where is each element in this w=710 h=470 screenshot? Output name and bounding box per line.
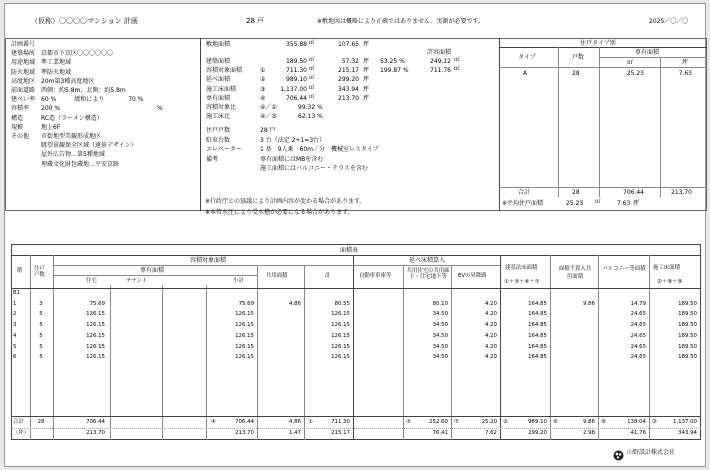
area-m2: 711.30 [286, 67, 307, 75]
table-cell: 34.50 [432, 311, 448, 318]
table-cell: 126.15 [331, 343, 350, 350]
project-title: （仮称）〇〇〇〇マンション 計画 [31, 17, 138, 25]
table-cell: 189.50 [678, 354, 697, 361]
table-cell: 24.65 [630, 311, 646, 318]
area-tsubo-unit: 坪 [363, 76, 370, 84]
company-name: 山野設計株式会社 [627, 449, 676, 456]
overview-label: 建築場所 [11, 50, 36, 58]
tsubo-cell: 213.70 [86, 430, 105, 436]
tsubo-cell: 343.94 [678, 430, 697, 436]
total-mark: ④ [211, 419, 216, 425]
area-m2-unit: ㎡ [309, 84, 315, 91]
tsubo-cell: 213.70 [235, 430, 254, 436]
info-value: 1 基 9人乗 60m／分 機械室レスタイプ [260, 146, 379, 154]
area-tsubo-unit: 坪 [363, 85, 370, 93]
area-tsubo: 343.94 [338, 85, 359, 93]
table-cell: 4.20 [484, 343, 497, 350]
info-label: 駐車台数 [206, 136, 231, 144]
table-cell: 189.50 [678, 311, 697, 318]
table-cell: 126.15 [86, 322, 105, 329]
area-mark: ③ [260, 85, 266, 93]
total-cell: 9.86 [582, 419, 595, 425]
table-cell: 164.85 [528, 311, 547, 318]
table-cell: B1 [13, 290, 21, 296]
info-value: 施工面積にはバルコニー・テラスを含む [260, 165, 368, 173]
tsubo-cell: （坪） [13, 430, 30, 436]
table-cell: 126.15 [86, 354, 105, 361]
overview-value: 準防火地域 [41, 68, 72, 76]
table-cell: 4.20 [484, 311, 497, 318]
total-mark: ② [503, 419, 508, 425]
table-cell: 164.85 [528, 343, 547, 350]
overview-value: RC造（ラーメン構造） [41, 114, 103, 122]
document-date: 2025／〇／〇 [649, 18, 689, 25]
info-label: エレベーター [206, 146, 243, 154]
total-mark: ⑥ [553, 419, 558, 425]
overview-label: 防火地域 [11, 68, 36, 76]
document-page: （仮称）〇〇〇〇マンション 計画 28 戸 ※敷地図は概略により正確ではありません。実測が必要です。 2025／〇／〇 計画番号 建築場所 京都市下京区〇〇〇〇〇〇 用途地域 準工業地域 防火地域 準防火地域 高度地区 20m第3種高度地区 前面道路 西側：約5.8m、北側：約5.8m 建ぺい率 60 % 緩和により 70 % 容積率 200 % 構造 RC造（ラーメン構造） 規模 地上6F その他 市街地型美観形成地区 眺望景観保全区域（遠景デザイン） 屋外広告物…第5種地域 埋蔵文化財包蔵地…平安京跡 % 敷地面積 355.88 ㎡ 107.65 坪 許容面積 建築面積 189.50 ㎡ 57.32 坪 53.25 % 249.12 ㎡ 容積対象面積 ① 711.30 ㎡ 215.17 坪 199.87 % 711.76 ㎡ 延べ面積 ② 989.10 ㎡ 299.20 坪 施工床面積 ③ 1,137.00 ㎡ 343.94 坪 専有面積 ④ 706.44 ㎡ 213.70 坪 容積対象比 ④／① 99.32 % 施工床比 ④／③ 62.13 % 住戸戸数 28 戸 駐車台数 3 台（法定 2+1=3台） エレベーター 1 基 9人乗 60m／分 機械室レスタイプ 備考 専有面積にはMBを含む 施工面積にはバルコニー・テラスを含む 住戸タイプ別 タイプ 戸数 専有面積 ㎡ 坪 A 28 25.23 7.63 合計 28 706.44 213.70 ※平均住戸面積 25.23 ㎡ 7.63 坪 ※行政庁との協議により計画内容が変わる場合があります。 ※本管水圧により受水槽が必要になる場合があります。 面積表 階 住戸戸数 容積対象面積 専有面積 住宅 テナント 小計 共用面積 計 延べ床積算入 自動車車庫等 共用住宅の共用廊下・住宅地下等 EVの昇降路 建基法床面積 ①＋⑤＋⑥＋⑦ 面積不算入共用面積 バルコニー等面積 施工床面積 ②＋⑧＋⑨ B1 1 3 75.69 75.69 4.86 80.55 80.10 4.20 164.85 9.86 14.79 189.50 2 5 126.15 126.15 126.15 34.50 4.20 164.85 24.65 189.50 3 5 126.15 126.15 126.15 34.50 4.20 164.85 24.65 189.50 4 5 126.15 126.15 126.15 34.50 4.20 164.85 24.65 189.50 5 5 126.15 126.15 126.15 34.50 4.20 164.85 24.65 189.50 6 5 126.15 126.15 126.15 34.50 4.20 164.85 24.65 189.50 合計 28 706.44 706.44 4.86 711.30 252.60 25.20 989.10 9.86 138.04 1,137.00 ④ ① ⑤ ⑦ ② ⑥ ⑨ ③ （坪） 213.70 213.70 1.47 215.17 76.41 7.62 299.20 2.98 41.76 343.94 山野設計株式会社 [4, 3, 706, 467]
table-cell: 6 [13, 354, 17, 361]
info-value: 専有面積にはMBを含む [260, 155, 324, 163]
table-cell: 126.15 [331, 332, 350, 339]
total-cell: 25.20 [481, 419, 497, 425]
allowed-area-heading: 許容面積 [427, 49, 452, 56]
area-tsubo-unit: 坪 [363, 67, 370, 75]
unit-type-a: A [523, 70, 528, 77]
overview-value: 西側：約5.8m、北側：約5.8m [41, 87, 126, 94]
table-cell: 34.50 [432, 343, 448, 350]
area-m2-unit: ㎡ [309, 57, 315, 63]
total-cell: 706.44 [235, 419, 254, 425]
tsubo-cell: 2.98 [582, 430, 595, 436]
table-cell: 24.65 [630, 343, 646, 350]
table-cell: 9.86 [582, 300, 595, 307]
table-cell: 5 [39, 354, 43, 361]
ratio-label: 施工床比 [206, 113, 231, 121]
overview-value: 京都市下京区〇〇〇〇〇〇 [41, 50, 114, 58]
overview-value: 眺望景観保全区域（遠景デザイン） [41, 142, 137, 150]
total-mark: ③ [652, 419, 657, 425]
area-m2: 1,137.00 [280, 85, 307, 93]
tsubo-cell: 299.20 [528, 430, 547, 436]
info-value: 28 戸 [260, 127, 276, 134]
site-area-tsubo: 107.65 [338, 41, 359, 48]
average-unit-area-label: ※平均住戸面積 [502, 200, 544, 207]
total-mark: ① [308, 419, 313, 425]
area-label: 容積対象面積 [206, 67, 243, 75]
company-logo [613, 448, 624, 464]
company-logo-icon [613, 450, 624, 461]
ratio-value: 99.32 % [298, 104, 323, 111]
overview-label: その他 [11, 133, 30, 140]
area-m2-unit: ㎡ [309, 93, 315, 100]
table-cell: 75.69 [238, 300, 254, 307]
table-cell: 126.15 [86, 332, 105, 339]
table-cell: 34.50 [432, 332, 448, 339]
overview-label: 前面道路 [11, 87, 36, 94]
table-cell: 126.15 [235, 322, 254, 329]
table-cell: 24.65 [630, 332, 646, 339]
total-cell: 合計 [13, 419, 24, 425]
table-cell: 5 [39, 332, 43, 339]
area-label: 建築面積 [206, 58, 231, 65]
table-cell: 164.85 [528, 322, 547, 329]
table-cell: 2 [13, 311, 17, 318]
far-percent-mark: % [157, 105, 163, 113]
total-cell: 1,137.00 [672, 419, 697, 425]
tsubo-cell: 76.41 [432, 430, 448, 436]
info-value: 3 台（法定 2+1=3台） [260, 136, 326, 144]
overview-value: 準工業地域 [41, 59, 72, 67]
table-cell: 14.79 [630, 300, 646, 307]
area-m2-unit: ㎡ [309, 75, 315, 82]
site-area-m2: 355.88 [286, 41, 307, 48]
total-cell: 4.86 [288, 419, 301, 425]
table-cell: 5 [39, 311, 43, 318]
table-cell: 5 [13, 343, 17, 350]
area-tsubo: 57.32 [341, 58, 359, 65]
overview-value: 200 % [41, 105, 61, 113]
total-cell: 711.30 [331, 419, 350, 425]
table-cell: 24.65 [630, 354, 646, 361]
allowed-area: 249.12 [430, 58, 451, 65]
site-area-label: 敷地面積 [206, 41, 231, 48]
info-label: 備考 [206, 155, 219, 163]
total-cell: 252.60 [429, 419, 448, 425]
table-cell: 189.50 [678, 300, 697, 307]
overview-value: 60 % 緩和により 70 % [41, 96, 144, 104]
overview-value: 埋蔵文化財包蔵地…平安京跡 [41, 160, 120, 168]
info-label: 住戸戸数 [206, 127, 231, 134]
area-m2: 706.44 [286, 94, 307, 102]
table-cell: 4.20 [484, 354, 497, 361]
table-cell: 126.15 [331, 322, 350, 329]
tsubo-cell: 1.47 [288, 430, 301, 436]
table-cell: 5 [39, 322, 43, 329]
ratio-value: 62.13 % [298, 113, 323, 121]
table-cell: 164.85 [528, 354, 547, 361]
table-cell: 34.50 [432, 354, 448, 361]
total-cell: 706.44 [86, 419, 105, 425]
total-cell: 138.04 [627, 419, 646, 425]
overview-value: 屋外広告物…第5種地域 [41, 151, 105, 159]
tsubo-cell: 215.17 [331, 430, 350, 436]
area-tsubo-unit: 坪 [363, 94, 370, 102]
table-cell: 189.50 [678, 322, 697, 329]
table-cell: 75.69 [89, 300, 105, 307]
overview-label: 計画番号 [11, 41, 36, 48]
ratio-mark: ④／① [260, 104, 277, 111]
table-cell: 126.15 [235, 332, 254, 339]
table-cell: 126.15 [331, 354, 350, 361]
area-tsubo: 299.20 [338, 76, 359, 84]
overview-label: 容積率 [11, 105, 30, 113]
table-cell: 1 [13, 300, 17, 307]
area-mark: ② [260, 76, 266, 84]
area-ratio: 199.87 % [380, 67, 409, 75]
table-cell: 5 [39, 343, 43, 350]
site-map-note: ※敷地図は概略により正確ではありません。実測が必要です。 [317, 18, 484, 25]
overview-value: 20m第3種高度地区 [41, 77, 95, 85]
area-mark: ① [260, 67, 266, 75]
area-tsubo: 213.70 [338, 94, 359, 102]
table-cell: 3 [13, 322, 17, 329]
overview-value: 市街地型美観形成地区 [41, 133, 102, 140]
table-cell: 4.20 [484, 300, 497, 307]
area-m2: 189.50 [286, 58, 307, 65]
table-cell: 189.50 [678, 343, 697, 350]
allowed-unit: ㎡ [454, 57, 460, 63]
total-mark: ⑦ [454, 419, 459, 425]
table-cell: 4 [13, 332, 17, 339]
ratio-label: 容積対象比 [206, 104, 237, 111]
table-cell: 4.20 [484, 332, 497, 339]
table-cell: 126.15 [235, 343, 254, 350]
overview-label: 構造 [11, 114, 24, 122]
table-cell: 126.15 [86, 311, 105, 318]
ratio-mark: ④／③ [260, 113, 277, 121]
table-cell: 126.15 [235, 354, 254, 361]
note-admin: ※行政庁との協議により計画内容が変わる場合があります。 [205, 198, 366, 205]
area-label: 施工床面積 [206, 85, 237, 93]
area-m2-unit: ㎡ [309, 66, 315, 73]
area-tsubo: 215.17 [338, 67, 359, 75]
total-cell: 989.10 [528, 419, 547, 425]
table-cell: 126.15 [86, 343, 105, 350]
area-mark: ④ [260, 94, 266, 102]
table-cell: 126.15 [235, 311, 254, 318]
note-water: ※本管水圧により受水槽が必要になる場合があります。 [205, 209, 354, 216]
table-cell: 3 [39, 300, 43, 307]
area-label: 専有面積 [206, 94, 231, 102]
unit-type-title: 住戸タイプ別 [580, 40, 616, 47]
table-cell: 80.10 [432, 300, 448, 307]
overview-label: 建ぺい率 [11, 96, 36, 104]
allowed-area: 711.76 [430, 67, 451, 75]
table-cell: 80.55 [334, 300, 350, 307]
area-tsubo-unit: 坪 [363, 58, 370, 65]
unit-total-label: 合計 [518, 189, 531, 196]
area-m2: 989.10 [286, 76, 307, 84]
table-cell: 34.50 [432, 322, 448, 329]
overview-label: 用途地域 [11, 59, 36, 67]
table-cell: 24.65 [630, 322, 646, 329]
tsubo-cell: 7.62 [484, 430, 497, 436]
unit-count-header: 28 戸 [246, 17, 265, 25]
overview-label: 規模 [11, 123, 24, 131]
table-cell: 4.86 [288, 300, 301, 307]
total-cell: 28 [37, 419, 45, 425]
allowed-unit: ㎡ [454, 66, 460, 73]
area-table-title: 面積表 [340, 247, 359, 254]
total-mark: ⑤ [406, 419, 411, 425]
overview-value: 地上6F [41, 123, 61, 131]
table-cell: 164.85 [528, 300, 547, 307]
area-ratio: 53.25 % [380, 58, 405, 65]
table-cell: 189.50 [678, 332, 697, 339]
table-cell: 4.20 [484, 322, 497, 329]
area-label: 延べ面積 [206, 76, 231, 84]
tsubo-cell: 41.76 [630, 430, 646, 436]
table-cell: 126.15 [331, 311, 350, 318]
table-cell: 164.85 [528, 332, 547, 339]
overview-label: 高度地区 [11, 77, 36, 85]
total-mark: ⑨ [601, 419, 606, 425]
